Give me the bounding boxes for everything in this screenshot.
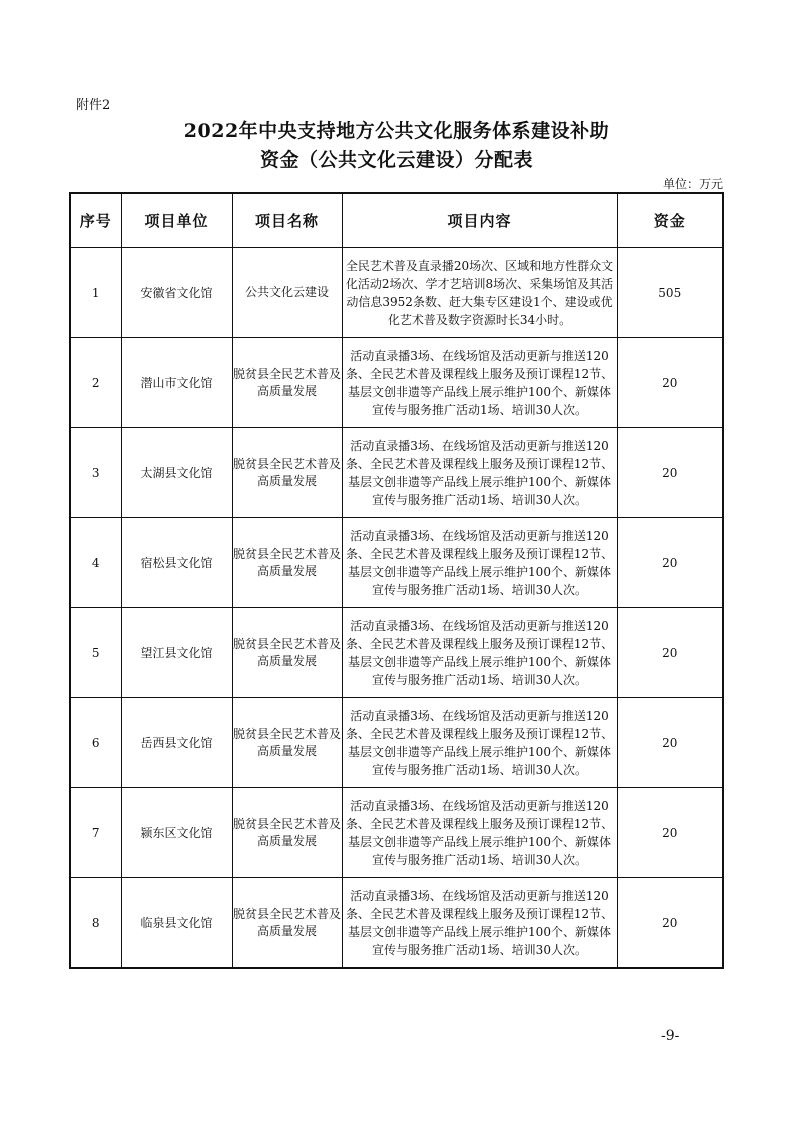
cell-unit: 岳西县文化馆 bbox=[121, 698, 232, 788]
attachment-label: 附件2 bbox=[76, 98, 111, 113]
cell-funds: 20 bbox=[617, 878, 723, 969]
cell-content: 活动直录播3场、在线场馆及活动更新与推送120条、全民艺术普及课程线上服务及预订课程12节、基层文创非遗等产品线上展示维护100个、新媒体宣传与服务推广活动1场、培训30人次。 bbox=[342, 518, 617, 608]
cell-seq: 7 bbox=[70, 788, 121, 878]
table-row bbox=[70, 608, 723, 698]
table-row bbox=[70, 428, 723, 518]
cell-unit: 颍东区文化馆 bbox=[121, 788, 232, 878]
header-content: 项目内容 bbox=[342, 193, 617, 248]
document-title-line1: 2022年中央支持地方公共文化服务体系建设补助 bbox=[183, 120, 610, 142]
header-unit: 项目单位 bbox=[121, 193, 232, 248]
cell-content: 活动直录播3场、在线场馆及活动更新与推送120条、全民艺术普及课程线上服务及预订课程12节、基层文创非遗等产品线上展示维护100个、新媒体宣传与服务推广活动1场、培训30人次。 bbox=[342, 878, 617, 969]
cell-name: 脱贫县全民艺术普及高质量发展 bbox=[232, 788, 342, 878]
header-seq: 序号 bbox=[70, 193, 121, 248]
cell-content: 活动直录播3场、在线场馆及活动更新与推送120条、全民艺术普及课程线上服务及预订课程12节、基层文创非遗等产品线上展示维护100个、新媒体宣传与服务推广活动1场、培训30人次。 bbox=[342, 428, 617, 518]
cell-funds: 20 bbox=[617, 698, 723, 788]
cell-funds: 20 bbox=[617, 518, 723, 608]
header-name: 项目名称 bbox=[232, 193, 342, 248]
cell-name: 脱贫县全民艺术普及高质量发展 bbox=[232, 338, 342, 428]
cell-funds: 20 bbox=[617, 338, 723, 428]
cell-funds: 20 bbox=[617, 428, 723, 518]
cell-name: 脱贫县全民艺术普及高质量发展 bbox=[232, 698, 342, 788]
table-row bbox=[70, 788, 723, 878]
cell-content: 活动直录播3场、在线场馆及活动更新与推送120条、全民艺术普及课程线上服务及预订课程12节、基层文创非遗等产品线上展示维护100个、新媒体宣传与服务推广活动1场、培训30人次。 bbox=[342, 338, 617, 428]
document-title-line2: 资金（公共文化云建设）分配表 bbox=[259, 149, 533, 171]
cell-content: 全民艺术普及直录播20场次、区域和地方性群众文化活动2场次、学才艺培训8场次、采集场馆及其活动信息3952条数、赶大集专区建设1个、建设或优化艺术普及数字资源时长34小时。 bbox=[342, 248, 617, 338]
cell-content: 活动直录播3场、在线场馆及活动更新与推送120条、全民艺术普及课程线上服务及预订课程12节、基层文创非遗等产品线上展示维护100个、新媒体宣传与服务推广活动1场、培训30人次。 bbox=[342, 698, 617, 788]
table-row bbox=[70, 248, 723, 338]
cell-name: 脱贫县全民艺术普及高质量发展 bbox=[232, 608, 342, 698]
table-row bbox=[70, 338, 723, 428]
cell-name: 公共文化云建设 bbox=[232, 248, 342, 338]
cell-funds: 505 bbox=[617, 248, 723, 338]
cell-funds: 20 bbox=[617, 788, 723, 878]
table-row bbox=[70, 518, 723, 608]
cell-seq: 5 bbox=[70, 608, 121, 698]
cell-name: 脱贫县全民艺术普及高质量发展 bbox=[232, 518, 342, 608]
table-header-row bbox=[70, 193, 723, 248]
cell-unit: 临泉县文化馆 bbox=[121, 878, 232, 969]
cell-seq: 1 bbox=[70, 248, 121, 338]
header-funds: 资金 bbox=[617, 193, 723, 248]
cell-seq: 3 bbox=[70, 428, 121, 518]
cell-unit: 安徽省文化馆 bbox=[121, 248, 232, 338]
cell-seq: 4 bbox=[70, 518, 121, 608]
allocation-table bbox=[69, 192, 724, 969]
page-number: -9- bbox=[661, 1028, 680, 1044]
cell-content: 活动直录播3场、在线场馆及活动更新与推送120条、全民艺术普及课程线上服务及预订课程12节、基层文创非遗等产品线上展示维护100个、新媒体宣传与服务推广活动1场、培训30人次。 bbox=[342, 608, 617, 698]
cell-seq: 8 bbox=[70, 878, 121, 969]
cell-content: 活动直录播3场、在线场馆及活动更新与推送120条、全民艺术普及课程线上服务及预订课程12节、基层文创非遗等产品线上展示维护100个、新媒体宣传与服务推广活动1场、培训30人次。 bbox=[342, 788, 617, 878]
unit-label: 单位：万元 bbox=[662, 177, 723, 191]
cell-funds: 20 bbox=[617, 608, 723, 698]
cell-name: 脱贫县全民艺术普及高质量发展 bbox=[232, 428, 342, 518]
cell-unit: 宿松县文化馆 bbox=[121, 518, 232, 608]
table-row bbox=[70, 878, 723, 969]
table-row bbox=[70, 698, 723, 788]
cell-unit: 潜山市文化馆 bbox=[121, 338, 232, 428]
cell-unit: 望江县文化馆 bbox=[121, 608, 232, 698]
cell-seq: 2 bbox=[70, 338, 121, 428]
cell-name: 脱贫县全民艺术普及高质量发展 bbox=[232, 878, 342, 969]
cell-unit: 太湖县文化馆 bbox=[121, 428, 232, 518]
cell-seq: 6 bbox=[70, 698, 121, 788]
